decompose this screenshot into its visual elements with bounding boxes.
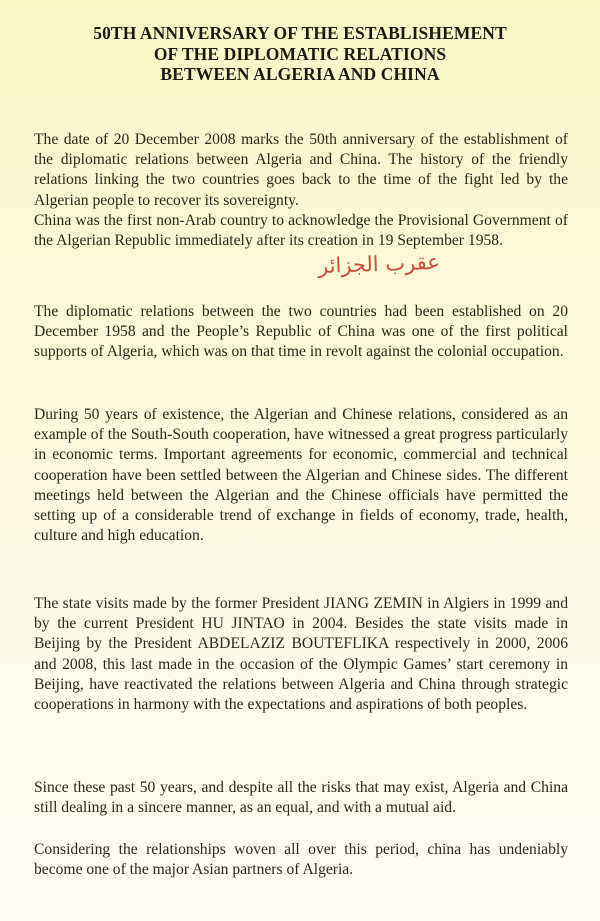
paragraph-1-text: The date of 20 December 2008 marks the 50th anniversary of the establishment of the diplomatic relations between Algeria and China. The history of the friendly relations linking the two countries goes back to the time of the fight led by the Algerian people to recover its sovereignty.: [34, 131, 568, 209]
title-line-1: 50TH ANNIVERSARY OF THE ESTABLISHEMENT: [93, 23, 507, 43]
arabic-watermark-stamp: عقرب الجزائر: [317, 249, 441, 279]
paragraph-3: During 50 years of existence, the Algerian and Chinese relations, considered as an example of the South-South cooperation, have witnessed a great progress particularly in economic terms. Important agreements for economic, commercial and technical cooperation have been settled between the Algerian and Chinese sides. The different meetings held between the Algerian and the Chinese officials have permitted the setting up of a considerable trend of exchange in fields of economy, trade, health, culture and high education.: [34, 406, 568, 545]
paragraph-1: [34, 130, 568, 251]
paragraph-6: Considering the relationships woven all over this period, china has undeniably become one of the major Asian partners of Algeria.: [34, 841, 568, 879]
paragraph-1b-text: China was the first non-Arab country to acknowledge the Provisional Government of the Algerian Republic immediately after its creation in 19 September 1958.: [34, 211, 568, 250]
document-title: [0, 23, 600, 85]
title-line-3: BETWEEN ALGERIA AND CHINA: [160, 64, 440, 84]
paragraph-4: The state visits made by the former President JIANG ZEMIN in Algiers in 1999 and by the current President HU JINTAO in 2004. Besides the state visits made in Beijing by the President ABDELAZIZ BOUTEFLIKA respectively in 2000, 2006 and 2008, this last made in the occasion of the Olympic Games’ start ceremony in Beijing, have reactivated the relations between Algeria and China through strategic cooperations in harmony with the expectations and aspirations of both peoples.: [34, 595, 568, 714]
title-line-2: OF THE DIPLOMATIC RELATIONS: [153, 43, 447, 64]
paragraph-5: Since these past 50 years, and despite all the risks that may exist, Algeria and China still dealing in a sincere manner, as an equal, and with a mutual aid.: [34, 779, 568, 817]
paragraph-2: The diplomatic relations between the two countries had been established on 20 December 1958 and the People’s Republic of China was one of the first political supports of Algeria, which was on that time in revolt against the colonial occupation.: [34, 303, 568, 361]
